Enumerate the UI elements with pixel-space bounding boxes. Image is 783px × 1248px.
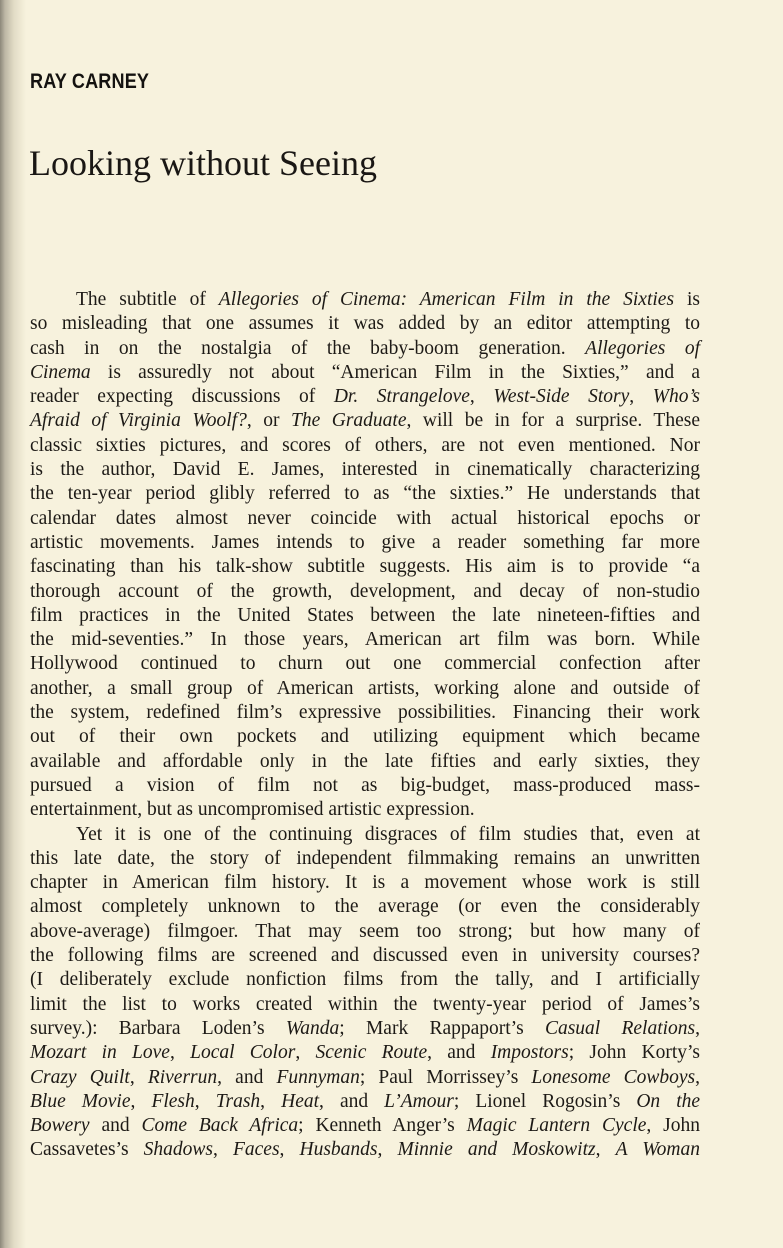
text-line: [30, 993, 700, 1017]
body-text: , will be in for a surprise. These: [406, 410, 700, 432]
italic-title-text: Come Back Africa: [141, 1115, 299, 1137]
body-text: ,: [130, 1090, 152, 1112]
article-title: Looking without Seeing: [29, 143, 377, 183]
body-text: ; Lionel Rogosin’s: [453, 1090, 637, 1112]
body-text: film practices in the United States between the late nineteen-fifties and: [30, 604, 700, 626]
body-text: , and: [427, 1042, 491, 1064]
italic-title-text: Lonesome Cowboys: [531, 1066, 696, 1088]
body-text: ,: [295, 1042, 316, 1064]
body-text: ; John Korty’s: [568, 1042, 701, 1064]
italic-title-text: Allegories of: [585, 337, 700, 359]
italic-title-text: On the: [636, 1090, 701, 1112]
body-text: ,: [595, 1139, 616, 1161]
text-line: [30, 409, 700, 433]
body-text: the ten-year period glibly referred to as “the sixties.” He understands that: [30, 483, 700, 505]
italic-title-text: The Graduate: [291, 410, 407, 432]
text-line: [30, 580, 700, 604]
text-line: [30, 288, 700, 312]
body-text: , and: [319, 1090, 385, 1112]
italic-title-text: Cinema: [30, 361, 91, 383]
body-text: artistic movements. James intends to give a reader something far more: [30, 531, 700, 553]
body-text: the system, redefined film’s expressive possibilities. Financing their work: [30, 702, 700, 724]
body-text: thorough account of the growth, development, and decay of non-studio: [30, 580, 700, 602]
italic-title-text: Blue Movie: [30, 1090, 131, 1112]
text-line: [30, 555, 700, 579]
text-line: [30, 482, 700, 506]
italic-title-text: Riverrun: [147, 1066, 218, 1088]
italic-title-text: Afraid of Virginia Woolf?: [30, 410, 247, 432]
italic-title-text: Magic Lantern Cycle: [466, 1115, 647, 1137]
body-text: pursued a vision of film not as big-budget, mass-produced mass-: [30, 774, 700, 796]
body-text: calendar dates almost never coincide with actual historical epochs or: [30, 507, 700, 529]
body-text: ,: [260, 1090, 282, 1112]
body-text: ,: [279, 1139, 300, 1161]
italic-title-text: Crazy Quilt: [30, 1066, 130, 1088]
text-line: [30, 337, 700, 361]
body-text: ,: [377, 1139, 398, 1161]
body-text: ,: [469, 386, 494, 408]
text-line: [30, 823, 700, 847]
article-body: [30, 288, 700, 1163]
body-text: fascinating than his talk-show subtitle suggests. His aim is to provide “a: [30, 556, 700, 578]
body-text: , John: [646, 1115, 701, 1137]
italic-title-text: Heat: [281, 1090, 320, 1112]
text-line: [30, 1017, 700, 1041]
italic-title-text: Minnie and Moskowitz: [397, 1139, 596, 1161]
body-text: above-average) filmgoer. That may seem too strong; but how many of: [30, 920, 700, 942]
body-text: another, a small group of American artists, working alone and outside of: [30, 677, 700, 699]
text-line: [30, 677, 700, 701]
body-text: , and: [217, 1066, 277, 1088]
text-line: [30, 944, 700, 968]
body-text: ,: [213, 1139, 233, 1161]
body-text: almost completely unknown to the average (or even the considerably: [30, 896, 700, 918]
body-text: ,: [169, 1042, 191, 1064]
body-text: this late date, the story of independent filmmaking remains an unwritten: [30, 847, 700, 869]
text-line: [30, 361, 700, 385]
text-line: [30, 434, 700, 458]
italic-title-text: West-Side Story: [493, 386, 630, 408]
text-line: [30, 920, 700, 944]
text-line: [30, 1090, 700, 1114]
body-text: is the author, David E. James, interested in cinematically characterizing: [30, 459, 700, 481]
body-text: Hollywood continued to churn out one commercial confection after: [30, 653, 700, 675]
text-line: [30, 1066, 700, 1090]
body-text: ,: [129, 1066, 148, 1088]
body-text: The subtitle of: [76, 289, 219, 310]
text-line: [30, 871, 700, 895]
body-text: ,: [695, 1066, 701, 1088]
book-binding-shadow: [0, 0, 26, 1248]
italic-title-text: Husbands: [299, 1139, 378, 1161]
text-line: [30, 750, 700, 774]
body-text: survey.): Barbara Loden’s: [30, 1017, 286, 1039]
text-line: [30, 628, 700, 652]
body-text: limit the list to works created within the twenty-year period of James’s: [30, 993, 700, 1015]
text-line: [30, 1114, 700, 1138]
body-text: ,: [194, 1090, 216, 1112]
body-text: ; Paul Morrissey’s: [359, 1066, 532, 1088]
text-line: [30, 968, 700, 992]
text-line: [30, 604, 700, 628]
text-line: [30, 385, 700, 409]
text-line: [30, 458, 700, 482]
body-text: ,: [695, 1017, 701, 1039]
italic-title-text: Dr. Strangelove: [333, 386, 470, 408]
text-line: [30, 847, 700, 871]
body-text: reader expecting discussions of: [30, 386, 334, 408]
text-line: [30, 1138, 700, 1162]
body-text: ; Mark Rappaport’s: [339, 1017, 545, 1039]
author-name: RAY CARNEY: [30, 70, 150, 93]
italic-title-text: A Woman: [615, 1139, 700, 1161]
body-text: (I deliberately exclude nonfiction films from the tally, and I artificially: [30, 969, 700, 991]
italic-title-text: Bowery: [30, 1115, 90, 1137]
italic-title-text: Shadows: [143, 1139, 214, 1161]
body-text: is assuredly not about “American Film in the Sixties,” and a: [90, 361, 700, 383]
text-line: [30, 895, 700, 919]
italic-title-text: Funnyman: [276, 1066, 360, 1088]
body-text: Yet it is one of the continuing disgraces of film studies that, even at: [76, 823, 700, 845]
italic-title-text: L’Amour: [384, 1090, 454, 1112]
italic-title-text: Local Color: [190, 1042, 296, 1064]
body-text: classic sixties pictures, and scores of others, are not even mentioned. Nor: [30, 434, 700, 456]
italic-title-text: Faces: [232, 1139, 280, 1161]
body-text: the following films are screened and discussed even in university courses?: [30, 945, 700, 967]
text-line: [30, 1041, 700, 1065]
italic-title-text: Scenic Route: [315, 1042, 428, 1064]
body-text: entertainment, but as uncompromised artistic expression.: [30, 799, 475, 821]
text-line: [30, 507, 700, 531]
italic-title-text: Allegories of Cinema: American Film in the Sixties: [218, 289, 675, 310]
body-text: cash in on the nostalgia of the baby-boom generation.: [30, 337, 586, 359]
italic-title-text: Trash: [215, 1090, 261, 1112]
text-line: [30, 312, 700, 336]
text-line: [30, 798, 700, 822]
italic-title-text: Wanda: [285, 1017, 340, 1039]
italic-title-text: Flesh: [151, 1090, 195, 1112]
body-text: is: [674, 289, 700, 310]
body-text: so misleading that one assumes it was added by an editor attempting to: [30, 313, 700, 335]
body-text: available and affordable only in the late fifties and early sixties, they: [30, 750, 700, 772]
body-text: out of their own pockets and utilizing equipment which became: [30, 726, 700, 748]
body-text: chapter in American film history. It is a movement whose work is still: [30, 872, 700, 894]
italic-title-text: Casual Relations: [544, 1017, 696, 1039]
body-text: ,: [629, 386, 653, 408]
text-line: [30, 701, 700, 725]
text-line: [30, 725, 700, 749]
italic-title-text: Mozart in Love: [30, 1042, 170, 1064]
body-text: and: [89, 1115, 142, 1137]
text-line: [30, 774, 700, 798]
body-text: Cassavetes’s: [30, 1139, 144, 1161]
body-text: the mid-seventies.” In those years, American art film was born. While: [30, 629, 700, 651]
body-text: ; Kenneth Anger’s: [298, 1115, 467, 1137]
body-text: , or: [246, 410, 291, 432]
text-line: [30, 531, 700, 555]
italic-title-text: Who’s: [652, 386, 701, 408]
text-line: [30, 652, 700, 676]
italic-title-text: Impostors: [490, 1042, 569, 1064]
